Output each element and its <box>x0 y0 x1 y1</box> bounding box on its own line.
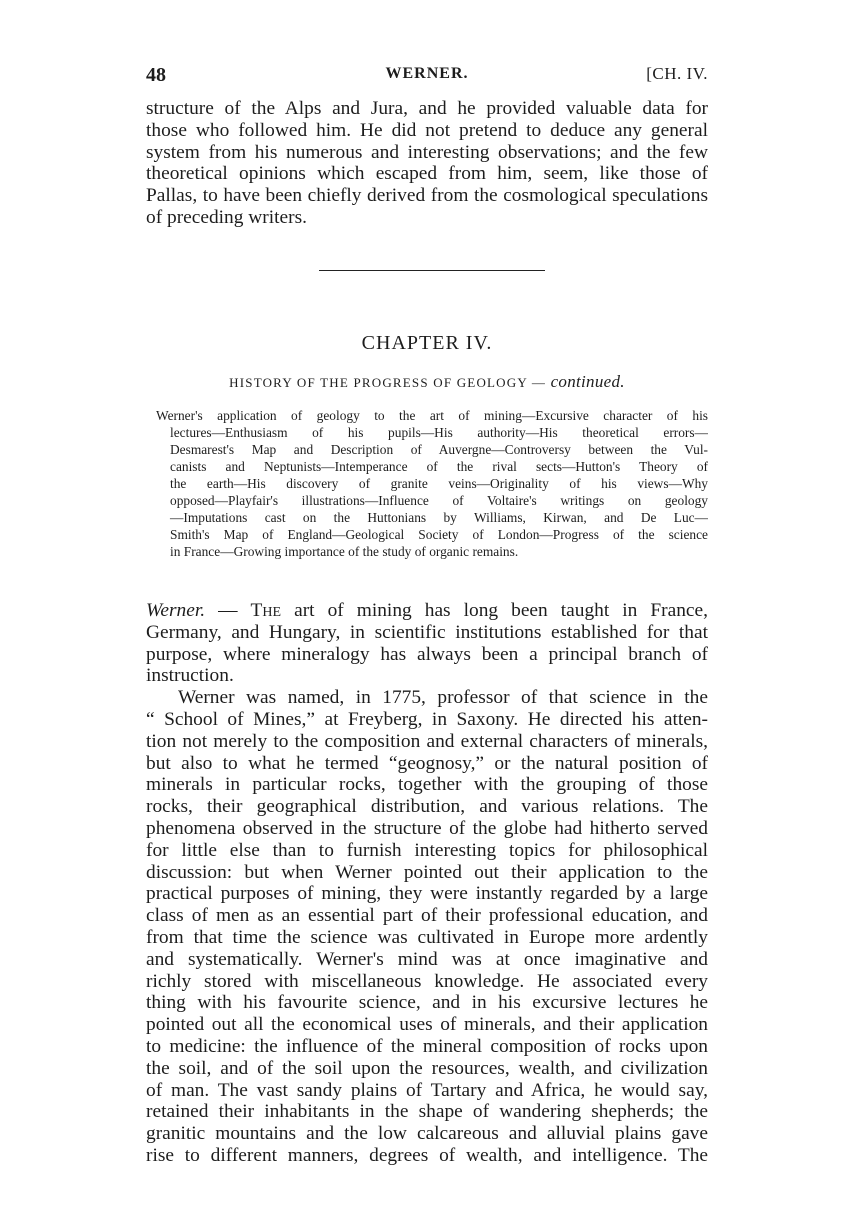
running-head <box>146 64 708 90</box>
summary-line: lectures—Enthusiasm of his pupils—His authority—His theoretical errors— <box>170 424 708 440</box>
text-line: those who followed him. He did not pretend to deduce any general <box>146 119 708 141</box>
chapter-subtitle-text: HISTORY OF THE PROGRESS OF GEOLOGY — <box>229 375 551 390</box>
opening-word: The <box>250 600 282 621</box>
section-lead-word: Werner. <box>146 600 206 621</box>
text-line: discussion: but when Werner pointed out their application to the <box>146 861 708 883</box>
text-line: rise to different manners, degrees of wealth, and intelligence. The <box>146 1144 708 1166</box>
text-line: richly stored with miscellaneous knowledge. He associated every <box>146 970 708 992</box>
summary-line: canists and Neptunists—Intemperance of the rival sects—Hutton's Theory of <box>170 458 708 474</box>
text-line: rocks, their geographical distribution, and various relations. The <box>146 796 708 818</box>
text-line: of man. The vast sandy plains of Tartary and Africa, he would say, <box>146 1079 708 1101</box>
text-line: structure of the Alps and Jura, and he provided valuable data for <box>146 98 708 119</box>
text-line: but also to what he termed “geognosy,” or the natural position of <box>146 752 708 774</box>
text-line: purpose, where mineralogy has always been a principal branch of <box>146 643 708 665</box>
lead-dash: — <box>205 600 251 621</box>
summary-line: Desmarest's Map and Description of Auvergne—Controversy between the Vul- <box>170 441 708 457</box>
page-number: 48 <box>146 64 166 86</box>
text-line: for little else than to furnish interesting topics for philosophical <box>146 839 708 861</box>
summary-line: Werner's application of geology to the art of mining—Excursive character of his <box>156 408 708 423</box>
summary-line: —Imputations cast on the Huttonians by Williams, Kirwan, and De Luc— <box>170 509 708 525</box>
running-title: WERNER. <box>385 65 469 82</box>
chapter-reference: [CH. IV. <box>646 64 708 83</box>
text-line: granitic mountains and the low calcareous and alluvial plains gave <box>146 1123 708 1145</box>
chapter-summary <box>146 408 708 560</box>
chapter-subtitle-continued: continued. <box>550 372 625 391</box>
text-line: system from his numerous and interesting observations; and the few <box>146 141 708 163</box>
body-text <box>146 600 708 1167</box>
text-line: pointed out all the economical uses of minerals, and their application <box>146 1014 708 1036</box>
section-divider <box>319 270 545 271</box>
text-line: minerals in particular rocks, together with the grouping of those <box>146 774 708 796</box>
text-line: Werner was named, in 1775, professor of that science in the <box>178 687 708 709</box>
summary-line: Smith's Map of England—Geological Society of London—Progress of the science <box>170 526 708 542</box>
summary-line: opposed—Playfair's illustrations—Influence of Voltaire's writings on geology <box>170 492 708 508</box>
text-line: and systematically. Werner's mind was at once imaginative and <box>146 948 708 970</box>
text-line: practical purposes of mining, they were instantly regarded by a large <box>146 883 708 905</box>
text-line: class of men as an essential part of their professional education, and <box>146 905 708 927</box>
text-line: from that time the science was cultivated in Europe more ardently <box>146 926 708 948</box>
text-line: theoretical opinions which escaped from him, seem, like those of <box>146 163 708 185</box>
text-line: phenomena observed in the structure of the globe had hitherto served <box>146 817 708 839</box>
text-line: Germany, and Hungary, in scientific institutions established for that <box>146 621 708 643</box>
text-line: retained their inhabitants in the shape of wandering shepherds; the <box>146 1101 708 1123</box>
text-line: thing with his favourite science, and in his excursive lectures he <box>146 992 708 1014</box>
opening-rest: art of mining has long been taught in France, <box>281 600 708 621</box>
text-line: to medicine: the influence of the mineral composition of rocks upon <box>146 1035 708 1057</box>
text-line: instruction. <box>146 665 234 687</box>
summary-line: the earth—His discovery of granite veins—Originality of his views—Why <box>170 475 708 491</box>
text-line: of preceding writers. <box>146 206 307 228</box>
summary-line: in France—Growing importance of the study of organic remains. <box>170 543 519 559</box>
chapter-subtitle <box>146 372 708 392</box>
chapter-title: CHAPTER IV. <box>361 332 493 354</box>
text-line-opening <box>146 600 708 622</box>
text-line: the soil, and of the soil upon the resources, wealth, and civilization <box>146 1057 708 1079</box>
top-paragraph <box>146 98 708 229</box>
text-line: tion not merely to the composition and external characters of minerals, <box>146 730 708 752</box>
text-line: Pallas, to have been chiefly derived from the cosmological speculations <box>146 185 708 207</box>
text-line: “ School of Mines,” at Freyberg, in Saxony. He directed his atten- <box>146 708 708 730</box>
